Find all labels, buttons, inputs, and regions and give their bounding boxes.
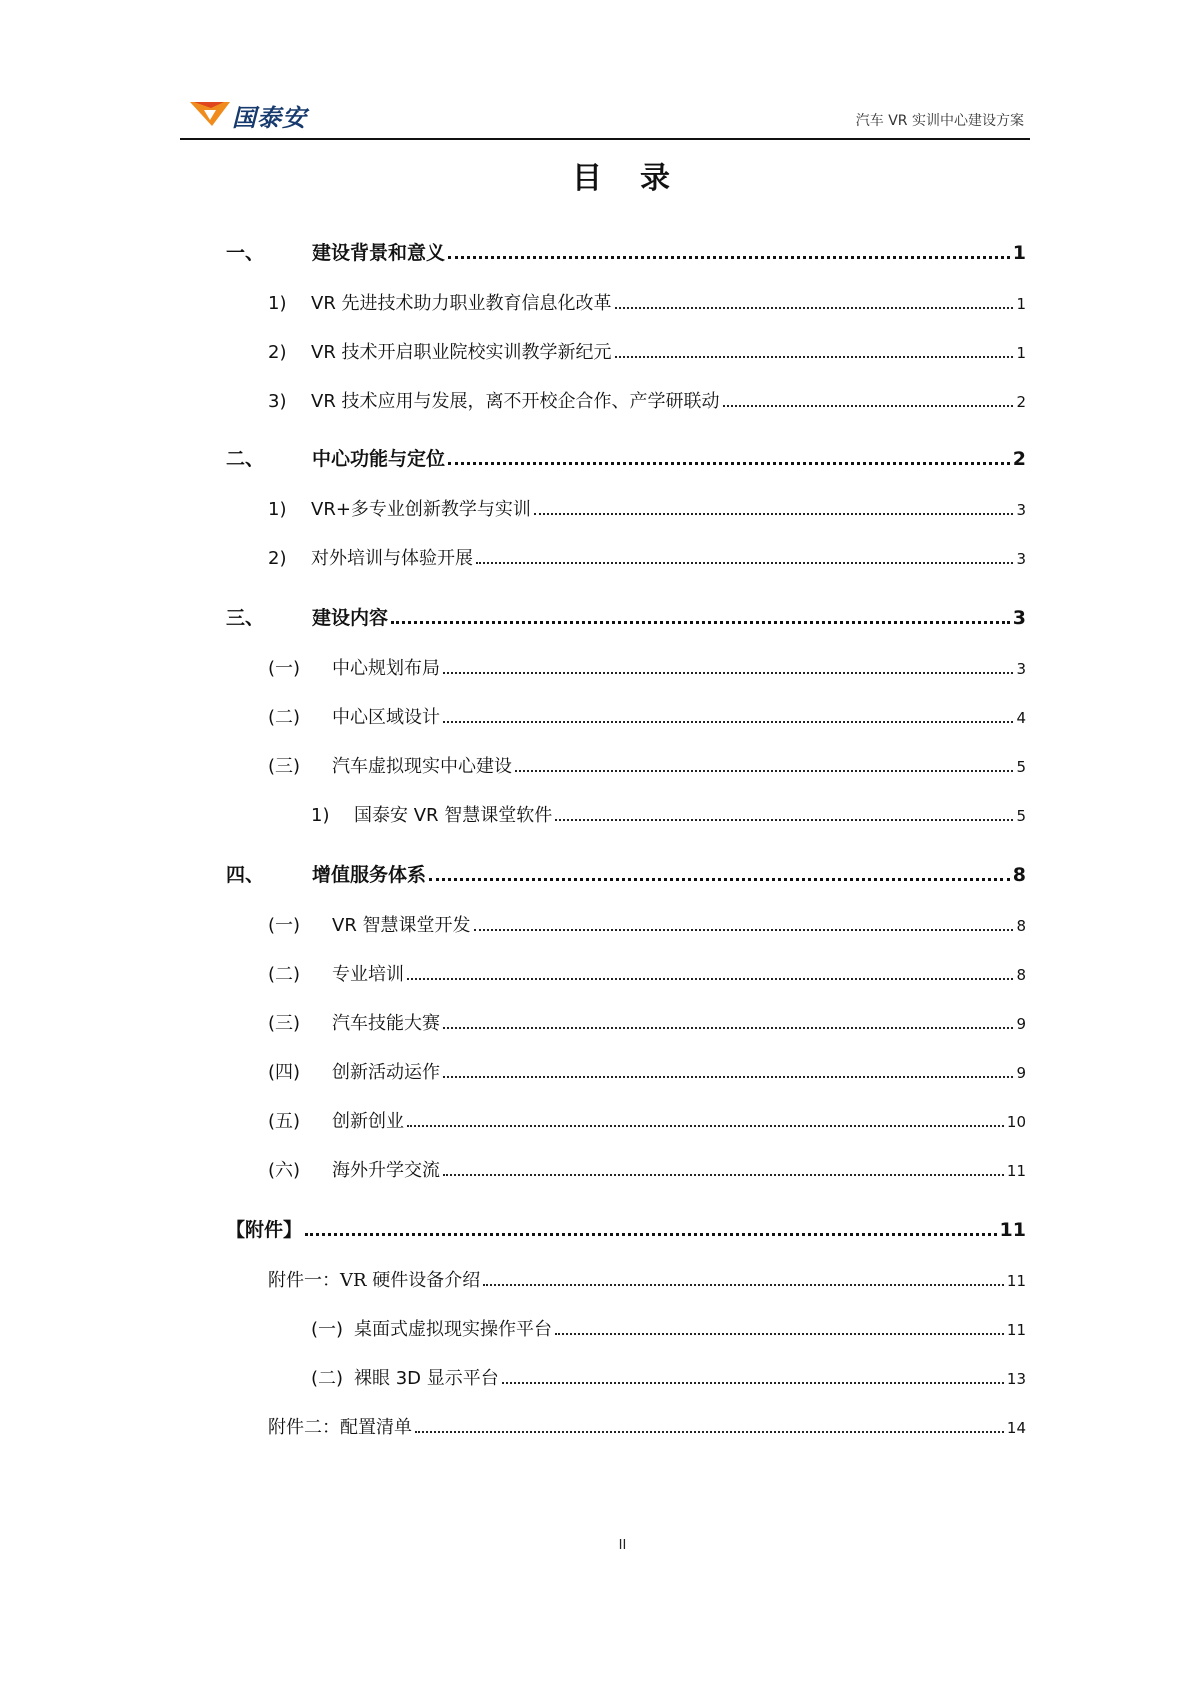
dot-leader <box>615 306 1014 309</box>
toc-entry-number: (一) <box>268 658 301 679</box>
toc-entry-number: 2) <box>268 342 287 363</box>
toc-entry[interactable] <box>311 1315 1026 1345</box>
dot-leader <box>555 818 1013 821</box>
toc-entry[interactable] <box>268 654 1026 684</box>
dot-leader <box>391 620 1010 624</box>
toc-entry-page: 11 <box>1006 1321 1026 1339</box>
toc-entry-number: 2) <box>268 548 287 569</box>
page-header <box>180 96 1030 140</box>
toc-entry[interactable] <box>268 1413 1026 1443</box>
toc-entry[interactable] <box>268 338 1026 368</box>
toc-entry-page: 11 <box>1006 1272 1026 1290</box>
dot-leader <box>443 1075 1013 1078</box>
toc-entry-title: 建设内容 <box>312 607 389 629</box>
toc-entry-page: 3 <box>1016 501 1026 519</box>
toc-entry-page: 1 <box>1016 295 1026 313</box>
toc-entry-number: (二) <box>268 707 301 728</box>
toc-entry[interactable] <box>226 444 1026 474</box>
dot-leader <box>407 1124 1004 1127</box>
toc-entry[interactable] <box>268 752 1026 782</box>
toc-entry-page: 3 <box>1012 607 1026 629</box>
dot-leader <box>429 877 1010 881</box>
dot-leader <box>515 769 1013 772</box>
toc-entry-page: 4 <box>1016 709 1026 727</box>
toc-entry[interactable] <box>268 703 1026 733</box>
toc-entry-page: 1 <box>1016 344 1026 362</box>
dot-leader <box>443 1173 1004 1176</box>
company-logo <box>190 96 307 132</box>
toc-entry-number: (三) <box>268 756 301 777</box>
toc-entry-title: VR+多专业创新教学与实训 <box>311 499 531 520</box>
toc-entry-title: 对外培训与体验开展 <box>311 548 473 569</box>
toc-entry-title: 附件二：配置清单 <box>268 1417 412 1438</box>
toc-entry[interactable] <box>311 1364 1026 1394</box>
toc-entry-title: 海外升学交流 <box>332 1160 440 1181</box>
toc-entry-number: 四、 <box>226 864 265 886</box>
logo-mark-icon <box>190 96 234 128</box>
toc-entry-page: 5 <box>1016 807 1026 825</box>
toc-entry[interactable] <box>226 1215 1026 1245</box>
toc-entry-page: 8 <box>1012 864 1026 886</box>
toc-entry-title: 【附件】 <box>226 1219 303 1241</box>
toc-entry-number: 一、 <box>226 242 265 264</box>
toc-entry-number: 二、 <box>226 448 265 470</box>
toc-entry-page: 14 <box>1006 1419 1026 1437</box>
dot-leader <box>305 1232 997 1236</box>
toc-entry-number: (六) <box>268 1160 301 1181</box>
toc-entry-page: 5 <box>1016 758 1026 776</box>
toc-entry-number: 1) <box>311 805 330 826</box>
toc-entry[interactable] <box>268 1107 1026 1137</box>
toc-entry-number: 1) <box>268 499 287 520</box>
toc-entry[interactable] <box>268 1058 1026 1088</box>
dot-leader <box>474 928 1014 931</box>
toc-entry-number: (一) <box>268 915 301 936</box>
toc-entry-page: 1 <box>1012 242 1026 264</box>
dot-leader <box>502 1381 1004 1384</box>
toc-entry-title: 创新活动运作 <box>332 1062 440 1083</box>
dot-leader <box>407 977 1013 980</box>
toc-entry-number: (一) <box>311 1319 344 1340</box>
toc-entry-title: VR 技术应用与发展，离不开校企合作、产学研联动 <box>311 391 720 412</box>
toc-title: 目录 <box>572 161 708 196</box>
dot-leader <box>443 720 1013 723</box>
toc-entry-page: 2 <box>1016 393 1026 411</box>
toc-entry-number: 3) <box>268 391 287 412</box>
dot-leader <box>483 1283 1004 1286</box>
toc-entry-number: 1) <box>268 293 287 314</box>
toc-entry-title: 附件一：VR 硬件设备介绍 <box>268 1270 481 1291</box>
toc-entry-title: VR 智慧课堂开发 <box>332 915 471 936</box>
toc-entry-page: 10 <box>1006 1113 1026 1131</box>
dot-leader <box>476 561 1013 564</box>
toc-entry-title: 汽车技能大赛 <box>332 1013 440 1034</box>
dot-leader <box>448 461 1010 465</box>
toc-entry-number: (二) <box>311 1368 344 1389</box>
toc-entry[interactable] <box>268 544 1026 574</box>
toc-entry[interactable] <box>226 860 1026 890</box>
toc-entry-title: 增值服务体系 <box>312 864 427 886</box>
toc-entry-number: (四) <box>268 1062 301 1083</box>
toc-entry-title: 裸眼 3D 显示平台 <box>354 1368 499 1389</box>
dot-leader <box>443 671 1013 674</box>
toc-entry-title: 中心区域设计 <box>332 707 440 728</box>
toc-entry[interactable] <box>226 603 1026 633</box>
toc-entry-title: 国泰安 VR 智慧课堂软件 <box>354 805 553 826</box>
toc-entry-title: 建设背景和意义 <box>312 242 446 264</box>
toc-entry-page: 11 <box>999 1219 1026 1241</box>
toc-entry-title: 中心规划布局 <box>332 658 440 679</box>
toc-entry[interactable] <box>268 1156 1026 1186</box>
toc-entry-title: 汽车虚拟现实中心建设 <box>332 756 512 777</box>
dot-leader <box>615 355 1014 358</box>
toc-entry-page: 8 <box>1016 917 1026 935</box>
dot-leader <box>555 1332 1004 1335</box>
toc-entry-page: 9 <box>1016 1064 1026 1082</box>
dot-leader <box>448 255 1010 259</box>
toc-entry-number: 三、 <box>226 607 265 629</box>
toc-entry[interactable] <box>268 911 1026 941</box>
toc-entry-page: 11 <box>1006 1162 1026 1180</box>
page-number: II <box>618 1538 627 1553</box>
dot-leader <box>723 404 1014 407</box>
toc-entry[interactable] <box>226 238 1026 268</box>
toc-entry[interactable] <box>268 495 1026 525</box>
toc-entry-page: 3 <box>1016 660 1026 678</box>
toc-entry-title: 创新创业 <box>332 1111 404 1132</box>
dot-leader <box>443 1026 1013 1029</box>
toc-entry-title: VR 技术开启职业院校实训教学新纪元 <box>311 342 612 363</box>
toc-entry-page: 8 <box>1016 966 1026 984</box>
toc-entry-page: 2 <box>1012 448 1026 470</box>
dot-leader <box>415 1430 1004 1433</box>
header-doc-title: 汽车 VR 实训中心建设方案 <box>855 113 1024 129</box>
toc-entry-number: (五) <box>268 1111 301 1132</box>
toc-entry[interactable] <box>268 1009 1026 1039</box>
logo-text: 国泰安 <box>232 105 307 132</box>
toc-entry-number: (三) <box>268 1013 301 1034</box>
toc-entry-page: 13 <box>1006 1370 1026 1388</box>
toc-entry[interactable] <box>268 960 1026 990</box>
toc-entry-title: 中心功能与定位 <box>312 448 446 470</box>
toc-entry-number: (二) <box>268 964 301 985</box>
toc-entry-title: 专业培训 <box>332 964 404 985</box>
dot-leader <box>534 512 1014 515</box>
toc-entry-title: VR 先进技术助力职业教育信息化改革 <box>311 293 612 314</box>
toc-entry-page: 9 <box>1016 1015 1026 1033</box>
toc-entry-title: 桌面式虚拟现实操作平台 <box>354 1319 552 1340</box>
toc-entry[interactable] <box>268 1266 1026 1296</box>
toc-entry[interactable] <box>268 289 1026 319</box>
toc-entry[interactable] <box>311 801 1026 831</box>
toc-entry-page: 3 <box>1016 550 1026 568</box>
toc-entry[interactable] <box>268 387 1026 417</box>
